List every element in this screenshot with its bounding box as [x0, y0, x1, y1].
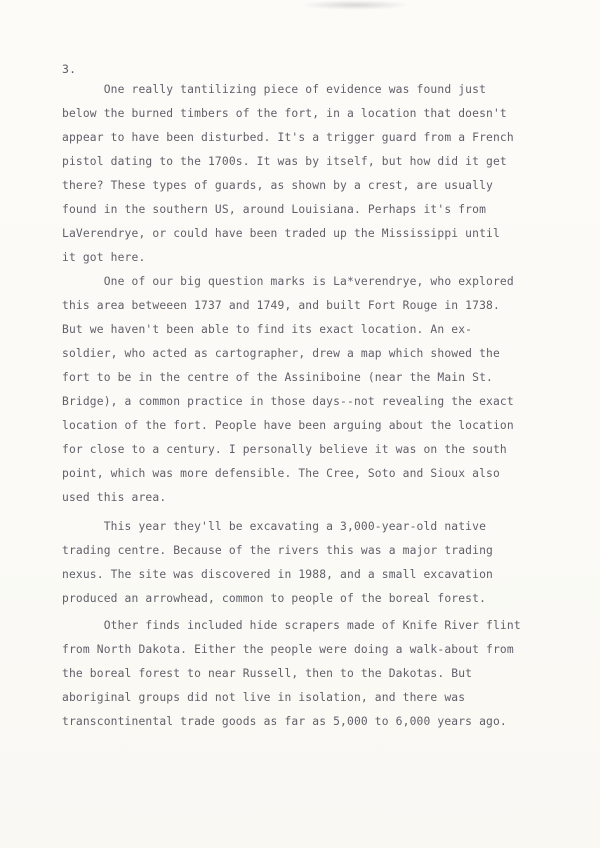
text-line: Bridge), a common practice in those days--not revealing the exact	[62, 395, 514, 408]
text-line: But we haven't been able to find its exact location. An ex-	[62, 323, 473, 336]
text-line: LaVerendrye, or could have been traded up the Mississippi until	[62, 227, 500, 240]
text-line: One of our big question marks is La*verendrye, who explored	[62, 275, 514, 288]
text-line: used this area.	[62, 491, 167, 504]
text-line: trading centre. Because of the rivers this was a major trading	[62, 544, 493, 557]
text-line: there? These types of guards, as shown by a crest, are usually	[62, 179, 493, 192]
text-line: soldier, who acted as cartographer, drew a map which showed the	[62, 347, 500, 360]
text-line: produced an arrowhead, common to people of the boreal forest.	[62, 592, 487, 605]
text-line: this area betweeen 1737 and 1749, and built Fort Rouge in 1738.	[62, 299, 500, 312]
text-line: found in the southern US, around Louisiana. Perhaps it's from	[62, 203, 487, 216]
text-line: This year they'll be excavating a 3,000-year-old native	[62, 520, 487, 533]
text-line: fort to be in the centre of the Assiniboine (near the Main St.	[62, 371, 493, 384]
text-line: nexus. The site was discovered in 1988, and a small excavation	[62, 568, 493, 581]
text-line: pistol dating to the 1700s. It was by itself, but how did it get	[62, 155, 507, 168]
text-line: aboriginal groups did not live in isolation, and there was	[62, 691, 466, 704]
text-line: Other finds included hide scrapers made of Knife River flint	[62, 619, 521, 632]
text-line: point, which was more defensible. The Cree, Soto and Sioux also	[62, 467, 500, 480]
text-line: below the burned timbers of the fort, in a location that doesn't	[62, 107, 507, 120]
scan-smudge	[300, 0, 410, 10]
text-line: appear to have been disturbed. It's a trigger guard from a French	[62, 131, 514, 144]
text-line: transcontinental trade goods as far as 5,000 to 6,000 years ago.	[62, 715, 507, 728]
text-line: it got here.	[62, 251, 146, 264]
text-line: from North Dakota. Either the people were doing a walk-about from	[62, 643, 514, 656]
text-line: location of the fort. People have been arguing about the location	[62, 419, 514, 432]
text-line: the boreal forest to near Russell, then to the Dakotas. But	[62, 667, 473, 680]
text-line: for close to a century. I personally believe it was on the south	[62, 443, 507, 456]
text-line: One really tantilizing piece of evidence was found just	[62, 83, 487, 96]
page-number: 3.	[62, 62, 77, 76]
